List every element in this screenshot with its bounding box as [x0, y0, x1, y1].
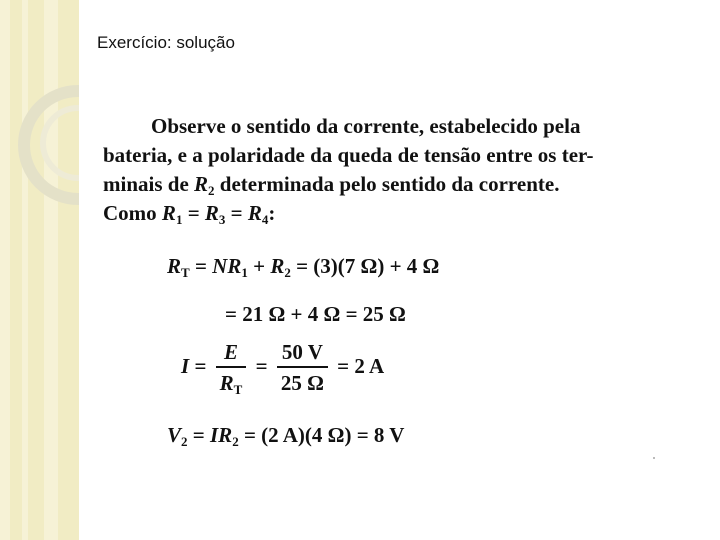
problem-statement [103, 112, 633, 228]
statement-line-4: Como $R_1 = R_3 = R_4$: [103, 201, 276, 227]
solution-content [103, 112, 643, 457]
fraction-50v-over-25ohm: $\frac{50 V}{25 \Omega}$ [277, 338, 328, 398]
fraction-e-over-rt: $\frac{E}{R_T}$ [216, 338, 247, 398]
decorative-stripe [22, 0, 28, 540]
equation-total-resistance-result: = 21 Ω + 4 Ω = 25 Ω [225, 302, 406, 326]
equation-total-resistance: $R_T = NR_1 + R_2 = (3)(7$ Ω) + 4 Ω [167, 254, 440, 280]
statement-line-3: minais de $R_2$ determinada pelo sentido da corrente. [103, 172, 560, 198]
decorative-stripe [0, 0, 10, 540]
statement-line-2: bateria, e a polaridade da queda de tensão entre os ter- [103, 143, 594, 167]
slide-title: Exercício: solução [97, 33, 235, 52]
equation-voltage-r2: $V_2 = IR_2 = (2$ A)(4 Ω) = 8 V [167, 423, 405, 449]
side-decoration-panel [0, 0, 79, 540]
statement-line-1: Observe o sentido da corrente, estabelecido pela [151, 114, 581, 138]
decorative-stripe [44, 0, 58, 540]
stray-mark [653, 457, 655, 459]
equation-current: I = $\frac{E}{R_T}$ = $\frac{50 V}{25 \Omega}$ = 2 A [181, 340, 385, 397]
